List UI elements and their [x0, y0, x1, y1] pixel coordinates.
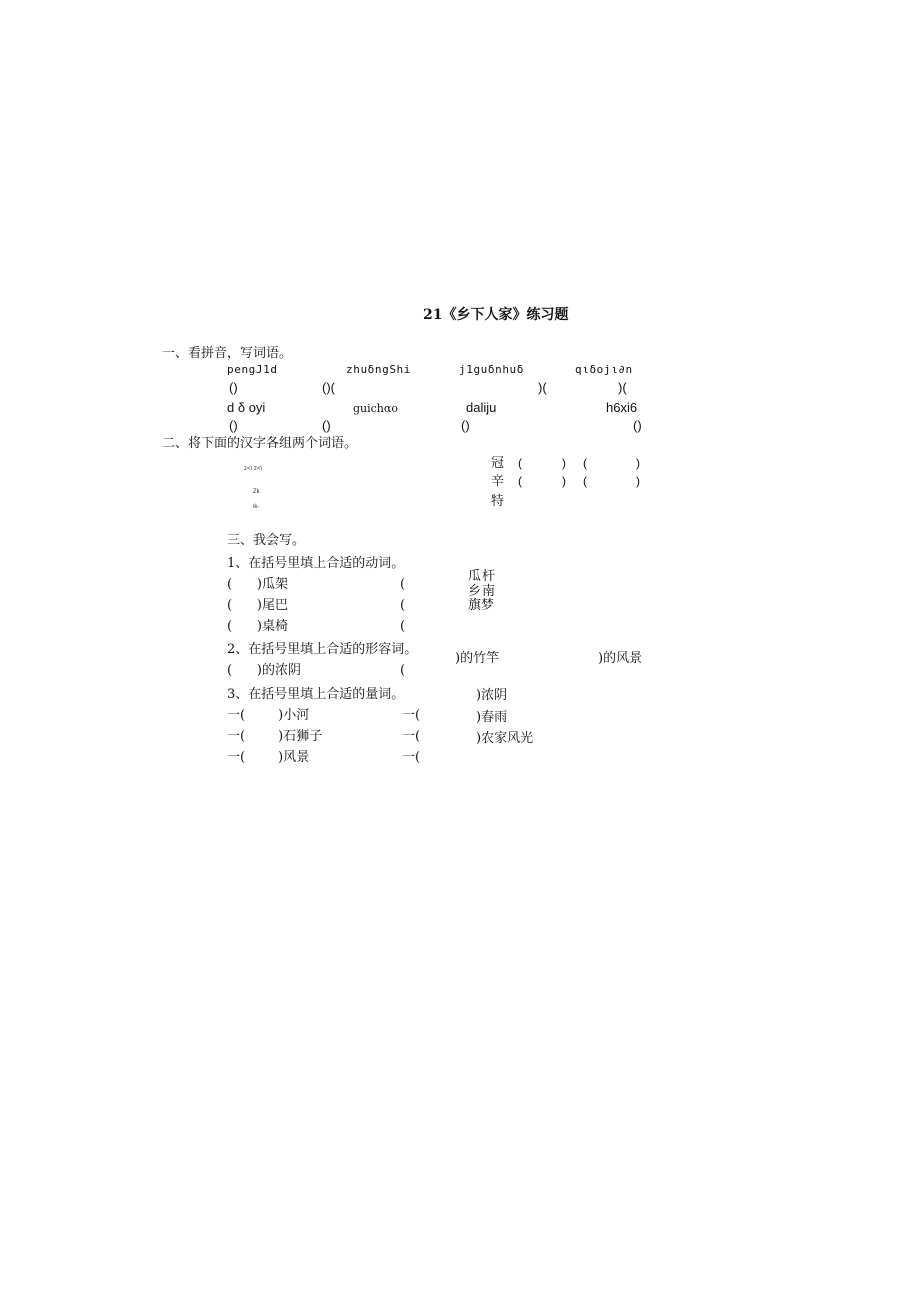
instruction-2: 2、在括号里填上合适的形容词。	[227, 642, 418, 657]
answer-blank-2[interactable]: ()(	[322, 380, 335, 395]
open-paren[interactable]: (	[400, 598, 406, 613]
instruction-3: 3、在括号里填上合适的量词。	[227, 687, 405, 702]
blank-close[interactable]: )	[562, 456, 566, 470]
measure-right[interactable]: )浓阴	[476, 688, 508, 703]
answer-blank-1[interactable]: ()	[229, 380, 238, 395]
answer-blank-8[interactable]: ()	[633, 418, 642, 433]
open-paren[interactable]: (	[400, 577, 406, 592]
pinyin-6: guichαo	[353, 402, 398, 415]
pinyin-1: pengJ1d	[227, 363, 278, 376]
measure-open[interactable]: 一(	[402, 750, 421, 765]
pinyin-2: zhuδngShi	[346, 363, 412, 376]
pinyin-5: d δ oyi	[227, 400, 266, 415]
open-paren[interactable]: (	[400, 619, 406, 634]
verb-item[interactable]: ( )桌椅	[227, 619, 288, 634]
pinyin-4: qιδojι∂n	[575, 363, 633, 376]
blank-close[interactable]: )	[562, 474, 566, 488]
scribble-2: Zk	[253, 489, 260, 495]
adjective-item[interactable]: )的风景	[598, 651, 643, 666]
measure-item[interactable]: 一( )小河	[227, 708, 310, 723]
pinyin-3: j1guδnhuδ	[459, 363, 525, 376]
answer-blank-3[interactable]: )(	[538, 380, 547, 395]
instruction-1: 1、在括号里填上合适的动词。	[227, 556, 405, 571]
page-title: 21《乡下人家》练习题	[423, 307, 569, 323]
section-2-heading: 二、将下面的汉字各组两个词语。	[162, 436, 358, 451]
open-paren[interactable]: (	[400, 663, 406, 678]
verb-item[interactable]: ( )瓜架	[227, 577, 288, 592]
word-xiang-nan: 乡南	[468, 584, 497, 599]
blank-open[interactable]: (	[583, 456, 587, 470]
answer-blank-7[interactable]: ()	[461, 418, 470, 433]
char-xin: 辛	[491, 474, 505, 489]
measure-open[interactable]: 一(	[402, 708, 421, 723]
char-guan: 冠	[491, 456, 505, 471]
answer-blank-5[interactable]: ()	[229, 418, 238, 433]
answer-blank-4[interactable]: )(	[618, 380, 627, 395]
verb-item[interactable]: ( )尾巴	[227, 598, 288, 613]
measure-item[interactable]: 一( )石狮子	[227, 729, 323, 744]
answer-blank-6[interactable]: ()	[322, 418, 331, 433]
word-qi-meng: 旗梦	[468, 598, 495, 613]
measure-right[interactable]: )农家风光	[476, 731, 534, 746]
measure-open[interactable]: 一(	[402, 729, 421, 744]
adjective-item[interactable]: )的竹竿	[455, 651, 500, 666]
scribble-1: z<\ z<\	[244, 466, 263, 472]
section-3-heading: 三、我会写。	[227, 533, 306, 548]
pinyin-7: daliju	[466, 400, 497, 415]
blank-open[interactable]: (	[518, 456, 522, 470]
pinyin-8: h6xi6	[606, 400, 638, 415]
blank-open[interactable]: (	[518, 474, 522, 488]
measure-item[interactable]: 一( )风景	[227, 750, 310, 765]
blank-close[interactable]: )	[636, 456, 640, 470]
word-gua-gan: 瓜杆	[468, 569, 497, 584]
adjective-item[interactable]: ( )的浓阴	[227, 663, 301, 678]
measure-right[interactable]: )春雨	[476, 710, 508, 725]
scribble-3: ιk-	[253, 504, 260, 510]
char-te: 特	[491, 494, 505, 509]
blank-close[interactable]: )	[636, 474, 640, 488]
blank-open[interactable]: (	[583, 474, 587, 488]
section-1-heading: 一、看拼音，写词语。	[162, 346, 293, 361]
